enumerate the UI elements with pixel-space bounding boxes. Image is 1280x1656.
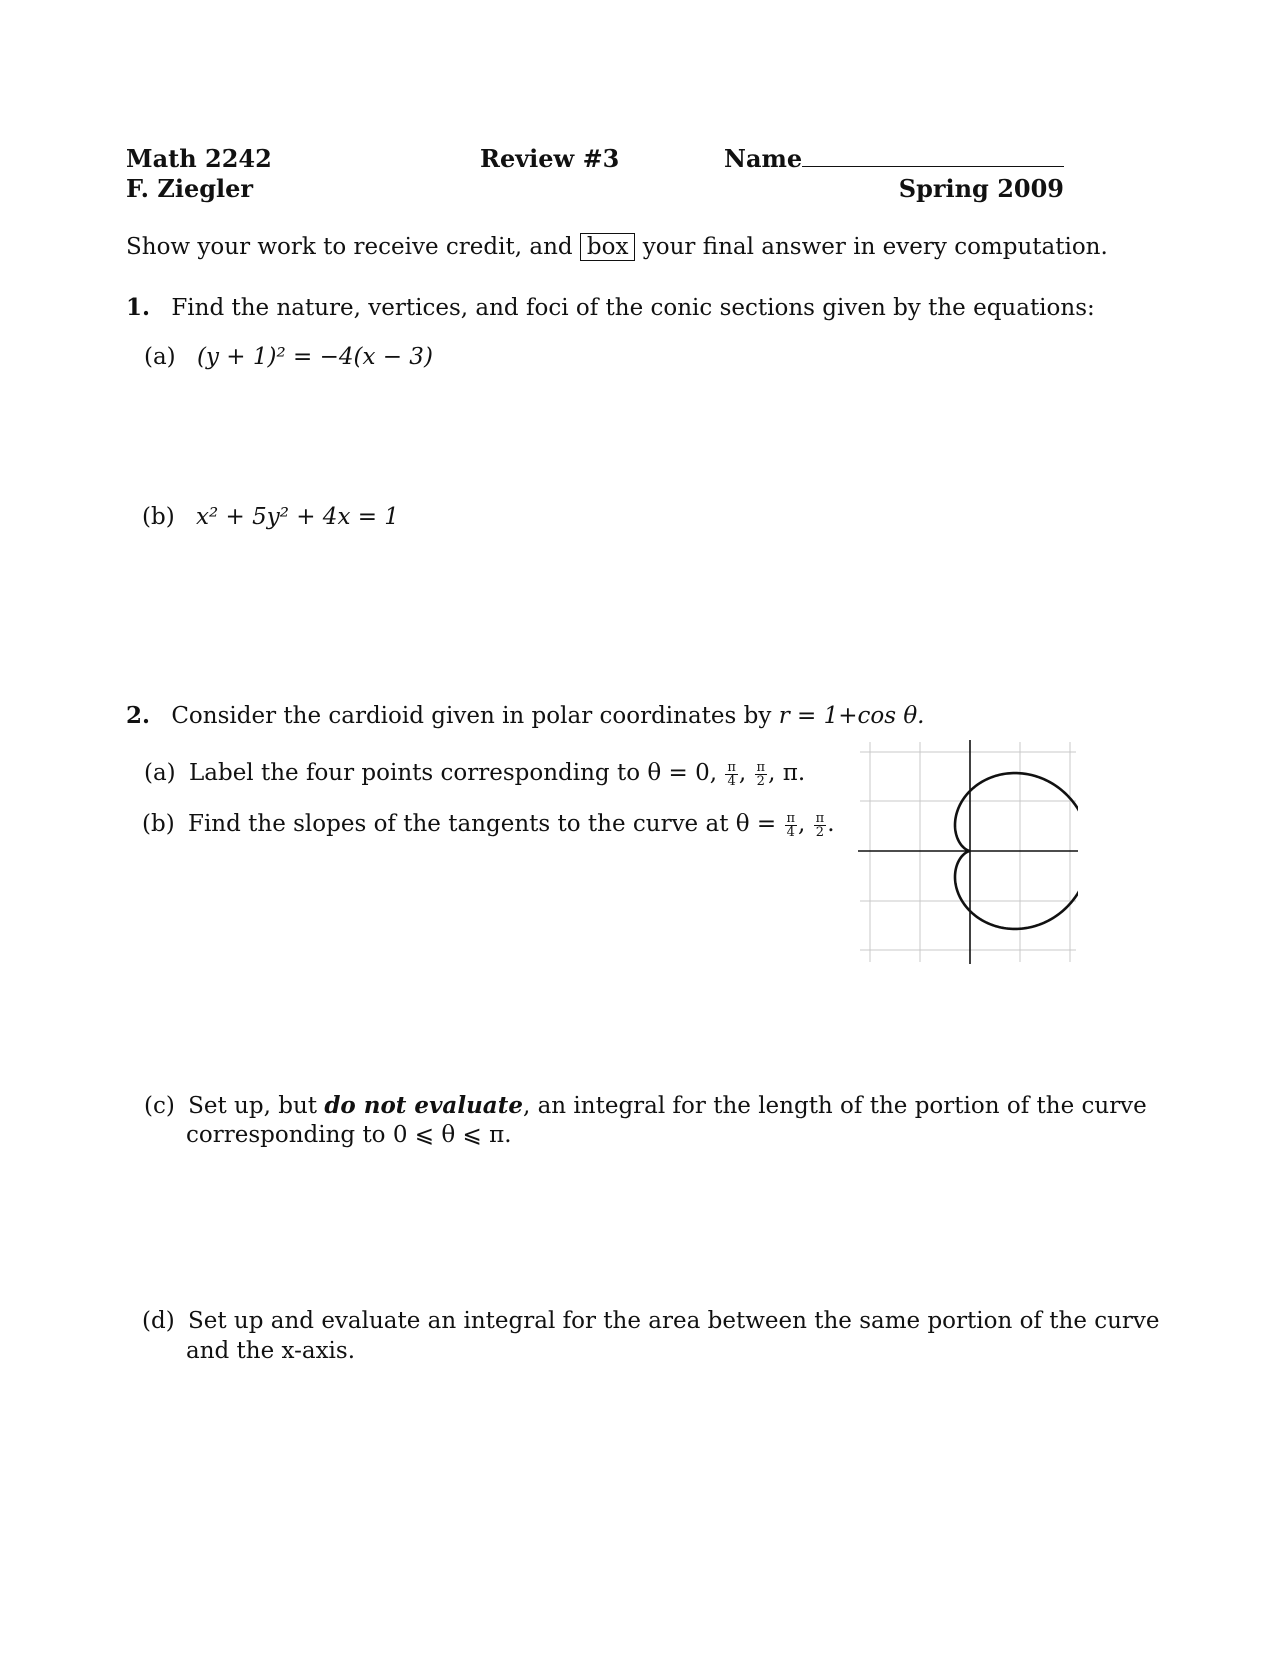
name-blank-line[interactable] <box>802 150 1064 167</box>
problem-2d-text: Set up and evaluate an integral for the area between the same portion of the curve <box>187 1308 1160 1334</box>
problem-2c-label: (c) <box>144 1093 175 1119</box>
fraction-pi-over-4: $\frac{\pi}{4}$ <box>786 810 796 840</box>
term-label: Spring 2009 <box>898 174 1064 203</box>
problem-1b <box>142 504 399 530</box>
problem-2a-label: (a) <box>144 760 176 786</box>
problem-1-text: Find the nature, vertices, and foci of the conic sections given by the equations: <box>171 295 1095 321</box>
name-label: Name <box>724 144 803 173</box>
problem-2d-label: (d) <box>142 1308 175 1334</box>
problem-2b-label: (b) <box>142 811 175 837</box>
name-field[interactable] <box>724 144 1064 173</box>
problem-1a-label: (a) <box>144 344 176 370</box>
instructions <box>126 234 1108 260</box>
problem-2-equation: r = 1+cos θ. <box>778 703 925 729</box>
problem-2c-pre: Set up, but <box>188 1093 317 1119</box>
problem-1b-equation: x² + 5y² + 4x = 1 <box>195 504 399 530</box>
problem-2d-line2: and the x-axis. <box>186 1338 356 1364</box>
problem-1a-equation: (y + 1)² = −4(x − 3) <box>196 344 433 370</box>
problem-2b: (b) Find the slopes of the tangents to the curve at θ = $\frac{\pi}{4}$ , $\frac{\pi}{2}$ . <box>142 810 835 840</box>
boxed-word: box <box>580 233 636 261</box>
cardioid-figure <box>858 740 1078 964</box>
problem-2a: (a) Label the four points corresponding to θ = 0, $\frac{\pi}{4}$ , $\frac{\pi}{2}$ , π. <box>144 759 806 789</box>
problem-2a-tail: , π. <box>768 760 806 786</box>
problem-2b-text: Find the slopes of the tangents to the curve at θ = <box>187 811 777 837</box>
problem-2-text: Consider the cardioid given in polar coordinates by <box>171 703 772 729</box>
course-title: Math 2242 <box>126 144 272 173</box>
problem-1a <box>144 344 433 370</box>
problem-1b-label: (b) <box>142 504 175 530</box>
instructor-name: F. Ziegler <box>126 174 254 203</box>
problem-1-prompt <box>126 294 1095 321</box>
problem-2c-line2: corresponding to 0 ⩽ θ ⩽ π. <box>186 1122 512 1148</box>
problem-2-number: 2. <box>126 702 151 729</box>
problem-2c-post: , an integral for the length of the portion of the curve <box>522 1093 1147 1119</box>
fraction-pi-over-2: $\frac{\pi}{2}$ <box>815 810 825 840</box>
problem-1-number: 1. <box>126 294 151 321</box>
document-title: Review #3 <box>480 144 620 173</box>
instructions-after: your final answer in every computation. <box>642 234 1108 260</box>
problem-2a-text: Label the four points corresponding to θ = 0, <box>188 760 718 786</box>
fraction-pi-over-2: $\frac{\pi}{2}$ <box>756 759 766 789</box>
fraction-pi-over-4: $\frac{\pi}{4}$ <box>727 759 736 789</box>
problem-2d <box>142 1308 1160 1334</box>
problem-2-prompt <box>126 702 924 729</box>
instructions-before: Show your work to receive credit, and <box>126 234 573 260</box>
problem-2c <box>144 1092 1147 1119</box>
problem-2b-tail: . <box>827 811 835 837</box>
problem-2c-emphasis: do not evaluate <box>324 1092 523 1119</box>
